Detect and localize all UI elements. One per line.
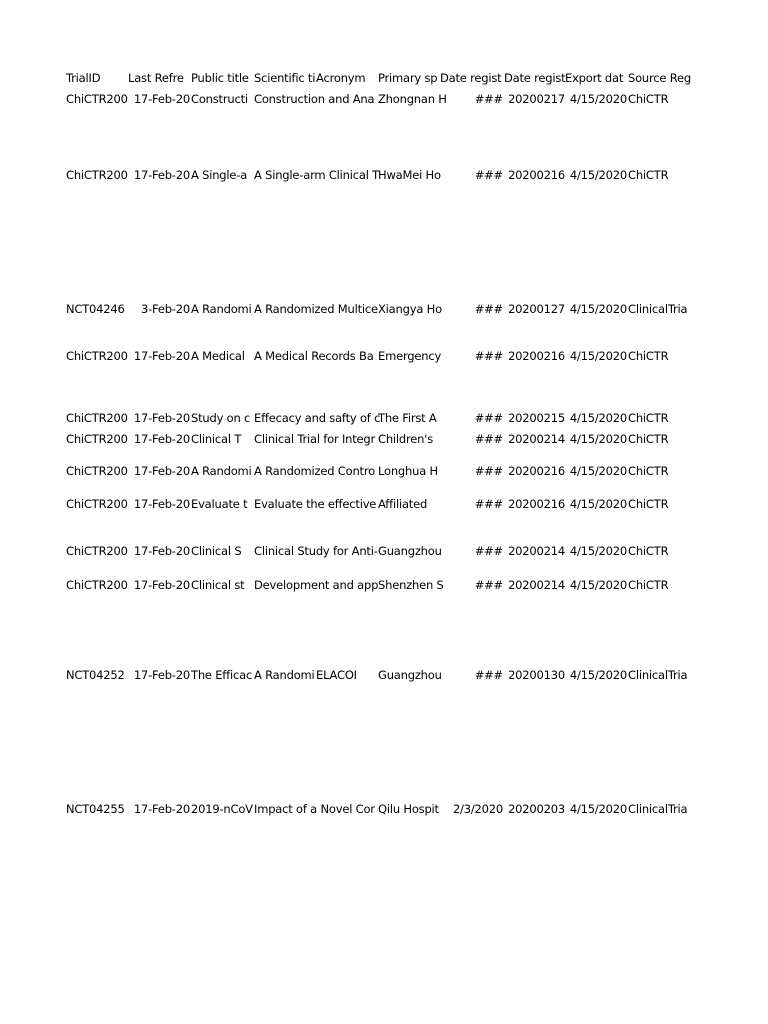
acronym-cell	[316, 301, 378, 317]
last-refreshed-cell: 17-Feb-20	[133, 349, 190, 363]
public-title-cell: A Randomi	[191, 302, 252, 316]
date-registered-2-cell: 20200216	[508, 497, 565, 511]
header-cell-date-registered-2: Date regist	[504, 71, 566, 85]
date-registered-2-cell: 20200130	[508, 668, 565, 682]
acronym-cell	[316, 577, 378, 593]
trialid-cell: ChiCTR200	[66, 349, 128, 363]
primary-sponsor-cell: Qilu Hospit	[378, 802, 439, 816]
date-registered-2-cell: 20200215	[508, 411, 565, 425]
trialid-cell: ChiCTR200	[66, 411, 128, 425]
export-date-cell: 4/15/2020	[569, 168, 627, 182]
date-registered-cell: ###	[474, 349, 503, 363]
source-register-cell: ChiCTR	[628, 464, 669, 478]
date-registered-cell: ###	[474, 544, 503, 558]
acronym-cell	[316, 431, 378, 447]
last-refreshed-cell: 17-Feb-20	[133, 497, 190, 511]
header-cell-primary-sponsor: Primary sp	[378, 71, 438, 85]
public-title-cell: A Randomi	[191, 464, 252, 478]
acronym-cell	[316, 167, 378, 183]
acronym-cell	[316, 348, 378, 364]
last-refreshed-cell: 17-Feb-20	[133, 578, 190, 592]
public-title-cell: Evaluate t	[191, 497, 248, 511]
scientific-title-cell: Clinical Trial for Integr	[254, 432, 376, 446]
date-registered-2-cell: 20200216	[508, 349, 565, 363]
acronym-cell	[316, 91, 378, 107]
trialid-cell: NCT04246	[66, 302, 125, 316]
scientific-title-cell: Development and app	[254, 578, 379, 592]
acronym-cell	[316, 543, 378, 559]
header-cell-source-register: Source Reg	[628, 71, 692, 85]
header-cell-trialid: TrialID	[66, 71, 101, 85]
export-date-cell: 4/15/2020	[569, 302, 627, 316]
source-register-cell: ClinicalTria	[628, 802, 688, 816]
primary-sponsor-cell: Children's	[378, 432, 434, 446]
public-title-cell: Constructi	[191, 92, 248, 106]
header-cell-public-title: Public title	[191, 71, 249, 85]
export-date-cell: 4/15/2020	[569, 411, 627, 425]
scientific-title-cell: Effecacy and safty of c	[254, 411, 381, 425]
primary-sponsor-cell: Xiangya Ho	[378, 302, 442, 316]
source-register-cell: ChiCTR	[628, 411, 669, 425]
last-refreshed-cell: 17-Feb-20	[133, 544, 190, 558]
export-date-cell: 4/15/2020	[569, 464, 627, 478]
date-registered-2-cell: 20200217	[508, 92, 565, 106]
public-title-cell: A Medical	[191, 349, 245, 363]
date-registered-2-cell: 20200214	[508, 432, 565, 446]
date-registered-cell: 2/3/2020	[452, 802, 503, 816]
primary-sponsor-cell: Emergency	[378, 349, 442, 363]
scientific-title-cell: Construction and Ana	[254, 92, 375, 106]
scientific-title-cell: A Randomi	[254, 668, 315, 682]
last-refreshed-cell: 17-Feb-20	[133, 464, 190, 478]
date-registered-cell: ###	[474, 668, 503, 682]
public-title-cell: 2019-nCoV	[191, 802, 253, 816]
public-title-cell: The Efficac	[191, 668, 253, 682]
trialid-cell: ChiCTR200	[66, 432, 128, 446]
header-cell-date-registered: Date regist	[440, 71, 502, 85]
scientific-title-cell: Impact of a Novel Cor	[254, 802, 375, 816]
trialid-cell: ChiCTR200	[66, 464, 128, 478]
scientific-title-cell: A Randomized Contro	[254, 464, 375, 478]
trialid-cell: ChiCTR200	[66, 92, 128, 106]
date-registered-2-cell: 20200216	[508, 464, 565, 478]
source-register-cell: ChiCTR	[628, 544, 669, 558]
acronym-cell	[316, 410, 378, 426]
date-registered-cell: ###	[474, 411, 503, 425]
last-refreshed-cell: 3-Feb-20	[140, 302, 190, 316]
scientific-title-cell: A Single-arm Clinical T	[254, 168, 380, 182]
date-registered-cell: ###	[474, 464, 503, 478]
public-title-cell: Clinical S	[191, 544, 242, 558]
scientific-title-cell: A Randomized Multice	[254, 302, 378, 316]
source-register-cell: ChiCTR	[628, 92, 669, 106]
last-refreshed-cell: 17-Feb-20	[133, 411, 190, 425]
export-date-cell: 4/15/2020	[569, 802, 627, 816]
source-register-cell: ChiCTR	[628, 497, 669, 511]
public-title-cell: A Single-a	[191, 168, 248, 182]
export-date-cell: 4/15/2020	[569, 92, 627, 106]
acronym-cell: ELACOI	[316, 668, 357, 682]
last-refreshed-cell: 17-Feb-20	[133, 668, 190, 682]
primary-sponsor-cell: The First A	[378, 411, 437, 425]
source-register-cell: ChiCTR	[628, 168, 669, 182]
trialid-cell: NCT04252	[66, 668, 125, 682]
export-date-cell: 4/15/2020	[569, 578, 627, 592]
primary-sponsor-cell: Guangzhou	[378, 544, 442, 558]
public-title-cell: Clinical T	[191, 432, 242, 446]
public-title-cell: Clinical st	[191, 578, 245, 592]
date-registered-cell: ###	[474, 302, 503, 316]
export-date-cell: 4/15/2020	[569, 544, 627, 558]
source-register-cell: ChiCTR	[628, 578, 669, 592]
primary-sponsor-cell: Shenzhen S	[378, 578, 444, 592]
acronym-cell	[316, 496, 378, 512]
header-cell-scientific-title: Scientific ti	[254, 71, 316, 85]
source-register-cell: ChiCTR	[628, 349, 669, 363]
export-date-cell: 4/15/2020	[569, 668, 627, 682]
trialid-cell: ChiCTR200	[66, 544, 128, 558]
trialid-cell: ChiCTR200	[66, 578, 128, 592]
last-refreshed-cell: 17-Feb-20	[133, 802, 190, 816]
date-registered-2-cell: 20200216	[508, 168, 565, 182]
source-register-cell: ClinicalTria	[628, 302, 688, 316]
last-refreshed-cell: 17-Feb-20	[133, 432, 190, 446]
acronym-cell	[316, 463, 378, 479]
primary-sponsor-cell: Zhongnan H	[378, 92, 447, 106]
scientific-title-cell: Clinical Study for Anti-	[254, 544, 378, 558]
primary-sponsor-cell: Longhua H	[378, 464, 438, 478]
date-registered-2-cell: 20200127	[508, 302, 565, 316]
date-registered-2-cell: 20200214	[508, 544, 565, 558]
primary-sponsor-cell: HwaMei Ho	[378, 168, 441, 182]
scientific-title-cell: Evaluate the effective	[254, 497, 377, 511]
export-date-cell: 4/15/2020	[569, 497, 627, 511]
date-registered-cell: ###	[474, 168, 503, 182]
source-register-cell: ChiCTR	[628, 432, 669, 446]
export-date-cell: 4/15/2020	[569, 432, 627, 446]
trialid-cell: ChiCTR200	[66, 168, 128, 182]
header-cell-acronym: Acronym	[316, 71, 366, 85]
trialid-cell: NCT04255	[66, 802, 125, 816]
acronym-cell	[316, 801, 378, 817]
date-registered-2-cell: 20200203	[508, 802, 565, 816]
header-cell-export-date: Export dat	[565, 71, 624, 85]
date-registered-cell: ###	[474, 432, 503, 446]
primary-sponsor-cell: Affiliated	[378, 497, 428, 511]
trialid-cell: ChiCTR200	[66, 497, 128, 511]
date-registered-cell: ###	[474, 92, 503, 106]
public-title-cell: Study on c	[191, 411, 251, 425]
header-cell-last-refreshed: Last Refre	[128, 71, 184, 85]
date-registered-cell: ###	[474, 497, 503, 511]
date-registered-2-cell: 20200214	[508, 578, 565, 592]
last-refreshed-cell: 17-Feb-20	[133, 92, 190, 106]
last-refreshed-cell: 17-Feb-20	[133, 168, 190, 182]
export-date-cell: 4/15/2020	[569, 349, 627, 363]
scientific-title-cell: A Medical Records Ba	[254, 349, 374, 363]
source-register-cell: ClinicalTria	[628, 668, 688, 682]
date-registered-cell: ###	[474, 578, 503, 592]
primary-sponsor-cell: Guangzhou	[378, 668, 442, 682]
